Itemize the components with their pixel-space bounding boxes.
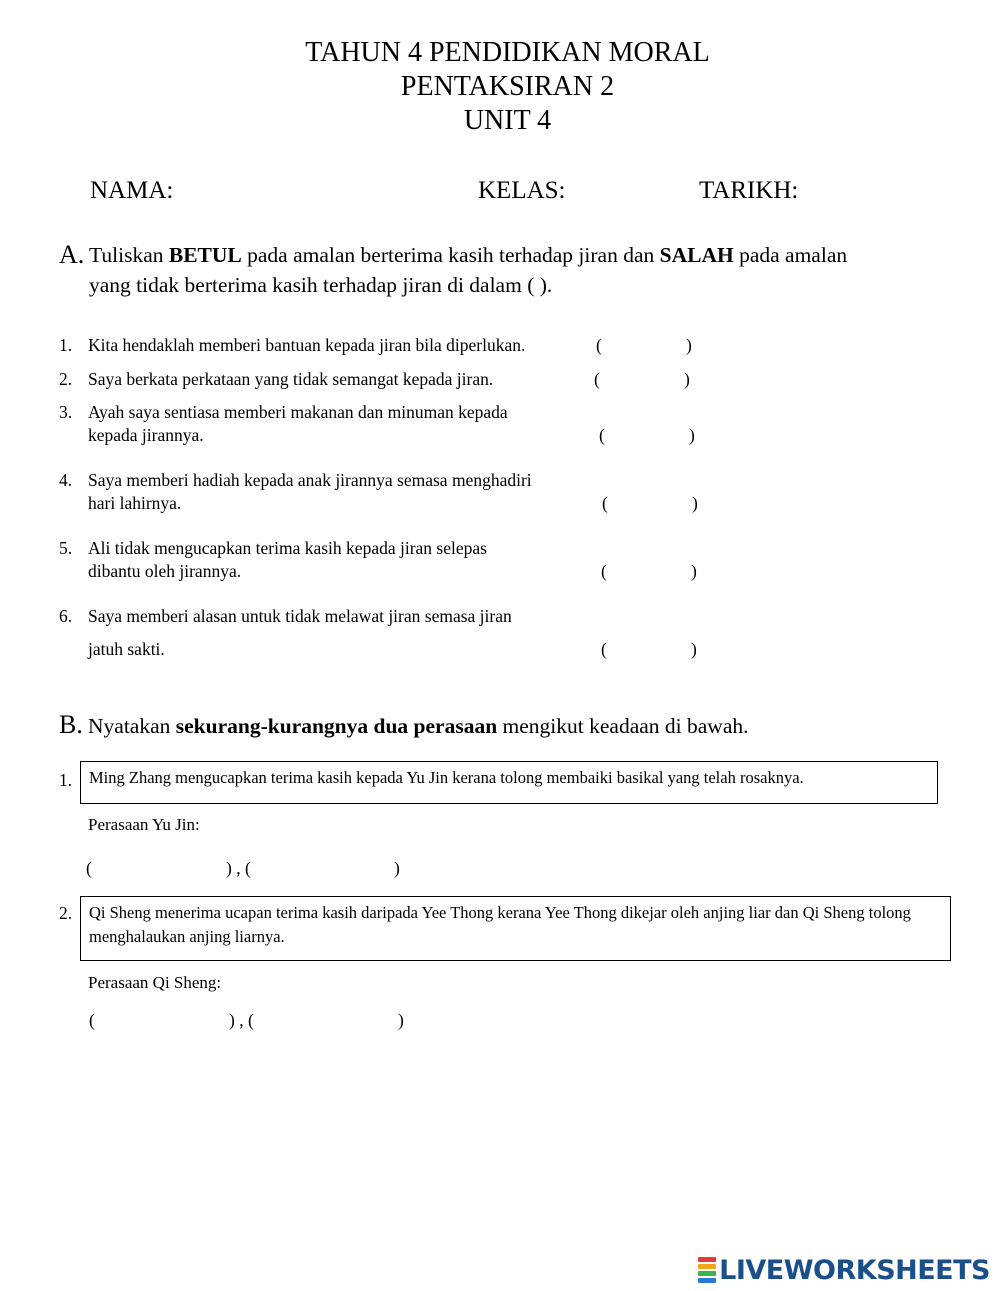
item-text-line2: hari lahirnya. — [88, 493, 182, 513]
section-a-instr-betul: BETUL — [168, 243, 242, 267]
liveworksheets-logo[interactable] — [698, 1255, 990, 1285]
title-line-3: UNIT 4 — [463, 105, 552, 136]
item-number: 5. — [59, 538, 73, 558]
section-a-instr-mid: pada amalan berterima kasih terhadap jiran dan — [241, 243, 660, 267]
section-a-instr-salah: SALAH — [659, 243, 734, 267]
feeling-paren-open: ( — [89, 1010, 95, 1030]
feeling-paren-mid: ) , ( — [226, 858, 251, 878]
answer-paren-close: ) — [684, 369, 690, 389]
item-number: 6. — [59, 606, 73, 626]
kelas-label: KELAS: — [478, 177, 566, 204]
feeling-paren-open: ( — [86, 858, 92, 878]
answer-paren-close: ) — [691, 561, 697, 581]
section-b-instruction — [88, 711, 749, 741]
feeling-paren-close: ) — [398, 1010, 404, 1030]
logo-color-bar — [698, 1278, 716, 1283]
item-number: 4. — [59, 470, 73, 490]
scenario-text: Qi Sheng menerima ucapan terima kasih daripada Yee Thong kerana Yee Thong dikejar oleh anjing liar dan Qi Sheng tolong menghalaukan anjing liarnya. — [89, 903, 911, 946]
title-line-1: TAHUN 4 PENDIDIKAN MORAL — [305, 37, 710, 68]
tarikh-label: TARIKH: — [699, 177, 799, 204]
section-a-instruction — [89, 240, 847, 270]
answer-paren-open: ( — [601, 639, 607, 659]
answer-paren-open: ( — [599, 425, 605, 445]
item-number: 3. — [59, 402, 73, 422]
section-a-instr-post: pada amalan — [733, 243, 848, 267]
item-text-line2: dibantu oleh jirannya. — [88, 561, 242, 581]
scenario-text: Ming Zhang mengucapkan terima kasih kepada Yu Jin kerana tolong membaiki basikal yang telah rosaknya. — [89, 768, 804, 787]
item-number: 1. — [59, 770, 73, 790]
item-text-line2: kepada jirannya. — [88, 425, 204, 445]
liveworksheets-logo-icon — [698, 1257, 716, 1283]
item-text: Kita hendaklah memberi bantuan kepada jiran bila diperlukan. — [88, 335, 526, 355]
item-text: Ali tidak mengucapkan terima kasih kepada jiran selepas — [88, 538, 487, 558]
section-a-instr-pre: Tuliskan — [89, 243, 169, 267]
liveworksheets-logo-text: LIVEWORKSHEETS — [719, 1254, 990, 1286]
title-line-2: PENTAKSIRAN 2 — [400, 71, 615, 102]
answer-paren-close: ) — [686, 335, 692, 355]
section-b-instr-post: mengikut keadaan di bawah. — [497, 714, 749, 738]
feeling-paren-close: ) — [394, 858, 400, 878]
answer-paren-open: ( — [596, 335, 602, 355]
feeling-label: Perasaan Yu Jin: — [88, 815, 200, 834]
item-text: Ayah saya sentiasa memberi makanan dan minuman kepada — [88, 402, 508, 422]
item-text: Saya memberi hadiah kepada anak jirannya semasa menghadiri — [88, 470, 532, 490]
feeling-label: Perasaan Qi Sheng: — [88, 973, 222, 992]
item-text: Saya memberi alasan untuk tidak melawat jiran semasa jiran — [88, 606, 512, 626]
scenario-box — [80, 896, 951, 961]
scenario-box — [80, 761, 938, 804]
item-text-line2: jatuh sakti. — [88, 639, 165, 659]
logo-color-bar — [698, 1264, 716, 1269]
answer-paren-close: ) — [692, 493, 698, 513]
feeling-paren-mid: ) , ( — [229, 1010, 254, 1030]
logo-color-bar — [698, 1257, 716, 1262]
nama-label: NAMA: — [90, 177, 174, 204]
section-b-instr-bold: sekurang-kurangnya dua perasaan — [175, 714, 498, 738]
answer-paren-open: ( — [594, 369, 600, 389]
section-a-letter: A. — [59, 240, 85, 269]
item-number: 1. — [59, 335, 73, 355]
item-number: 2. — [59, 369, 73, 389]
section-a-instruction-line2: yang tidak berterima kasih terhadap jiran di dalam ( ). — [89, 273, 553, 297]
answer-paren-close: ) — [691, 639, 697, 659]
answer-paren-close: ) — [689, 425, 695, 445]
answer-paren-open: ( — [602, 493, 608, 513]
item-number: 2. — [59, 903, 73, 923]
logo-color-bar — [698, 1271, 716, 1276]
section-b-instr-pre: Nyatakan — [88, 714, 176, 738]
item-text: Saya berkata perkataan yang tidak semangat kepada jiran. — [88, 369, 494, 389]
section-b-letter: B. — [59, 710, 83, 739]
answer-paren-open: ( — [601, 561, 607, 581]
